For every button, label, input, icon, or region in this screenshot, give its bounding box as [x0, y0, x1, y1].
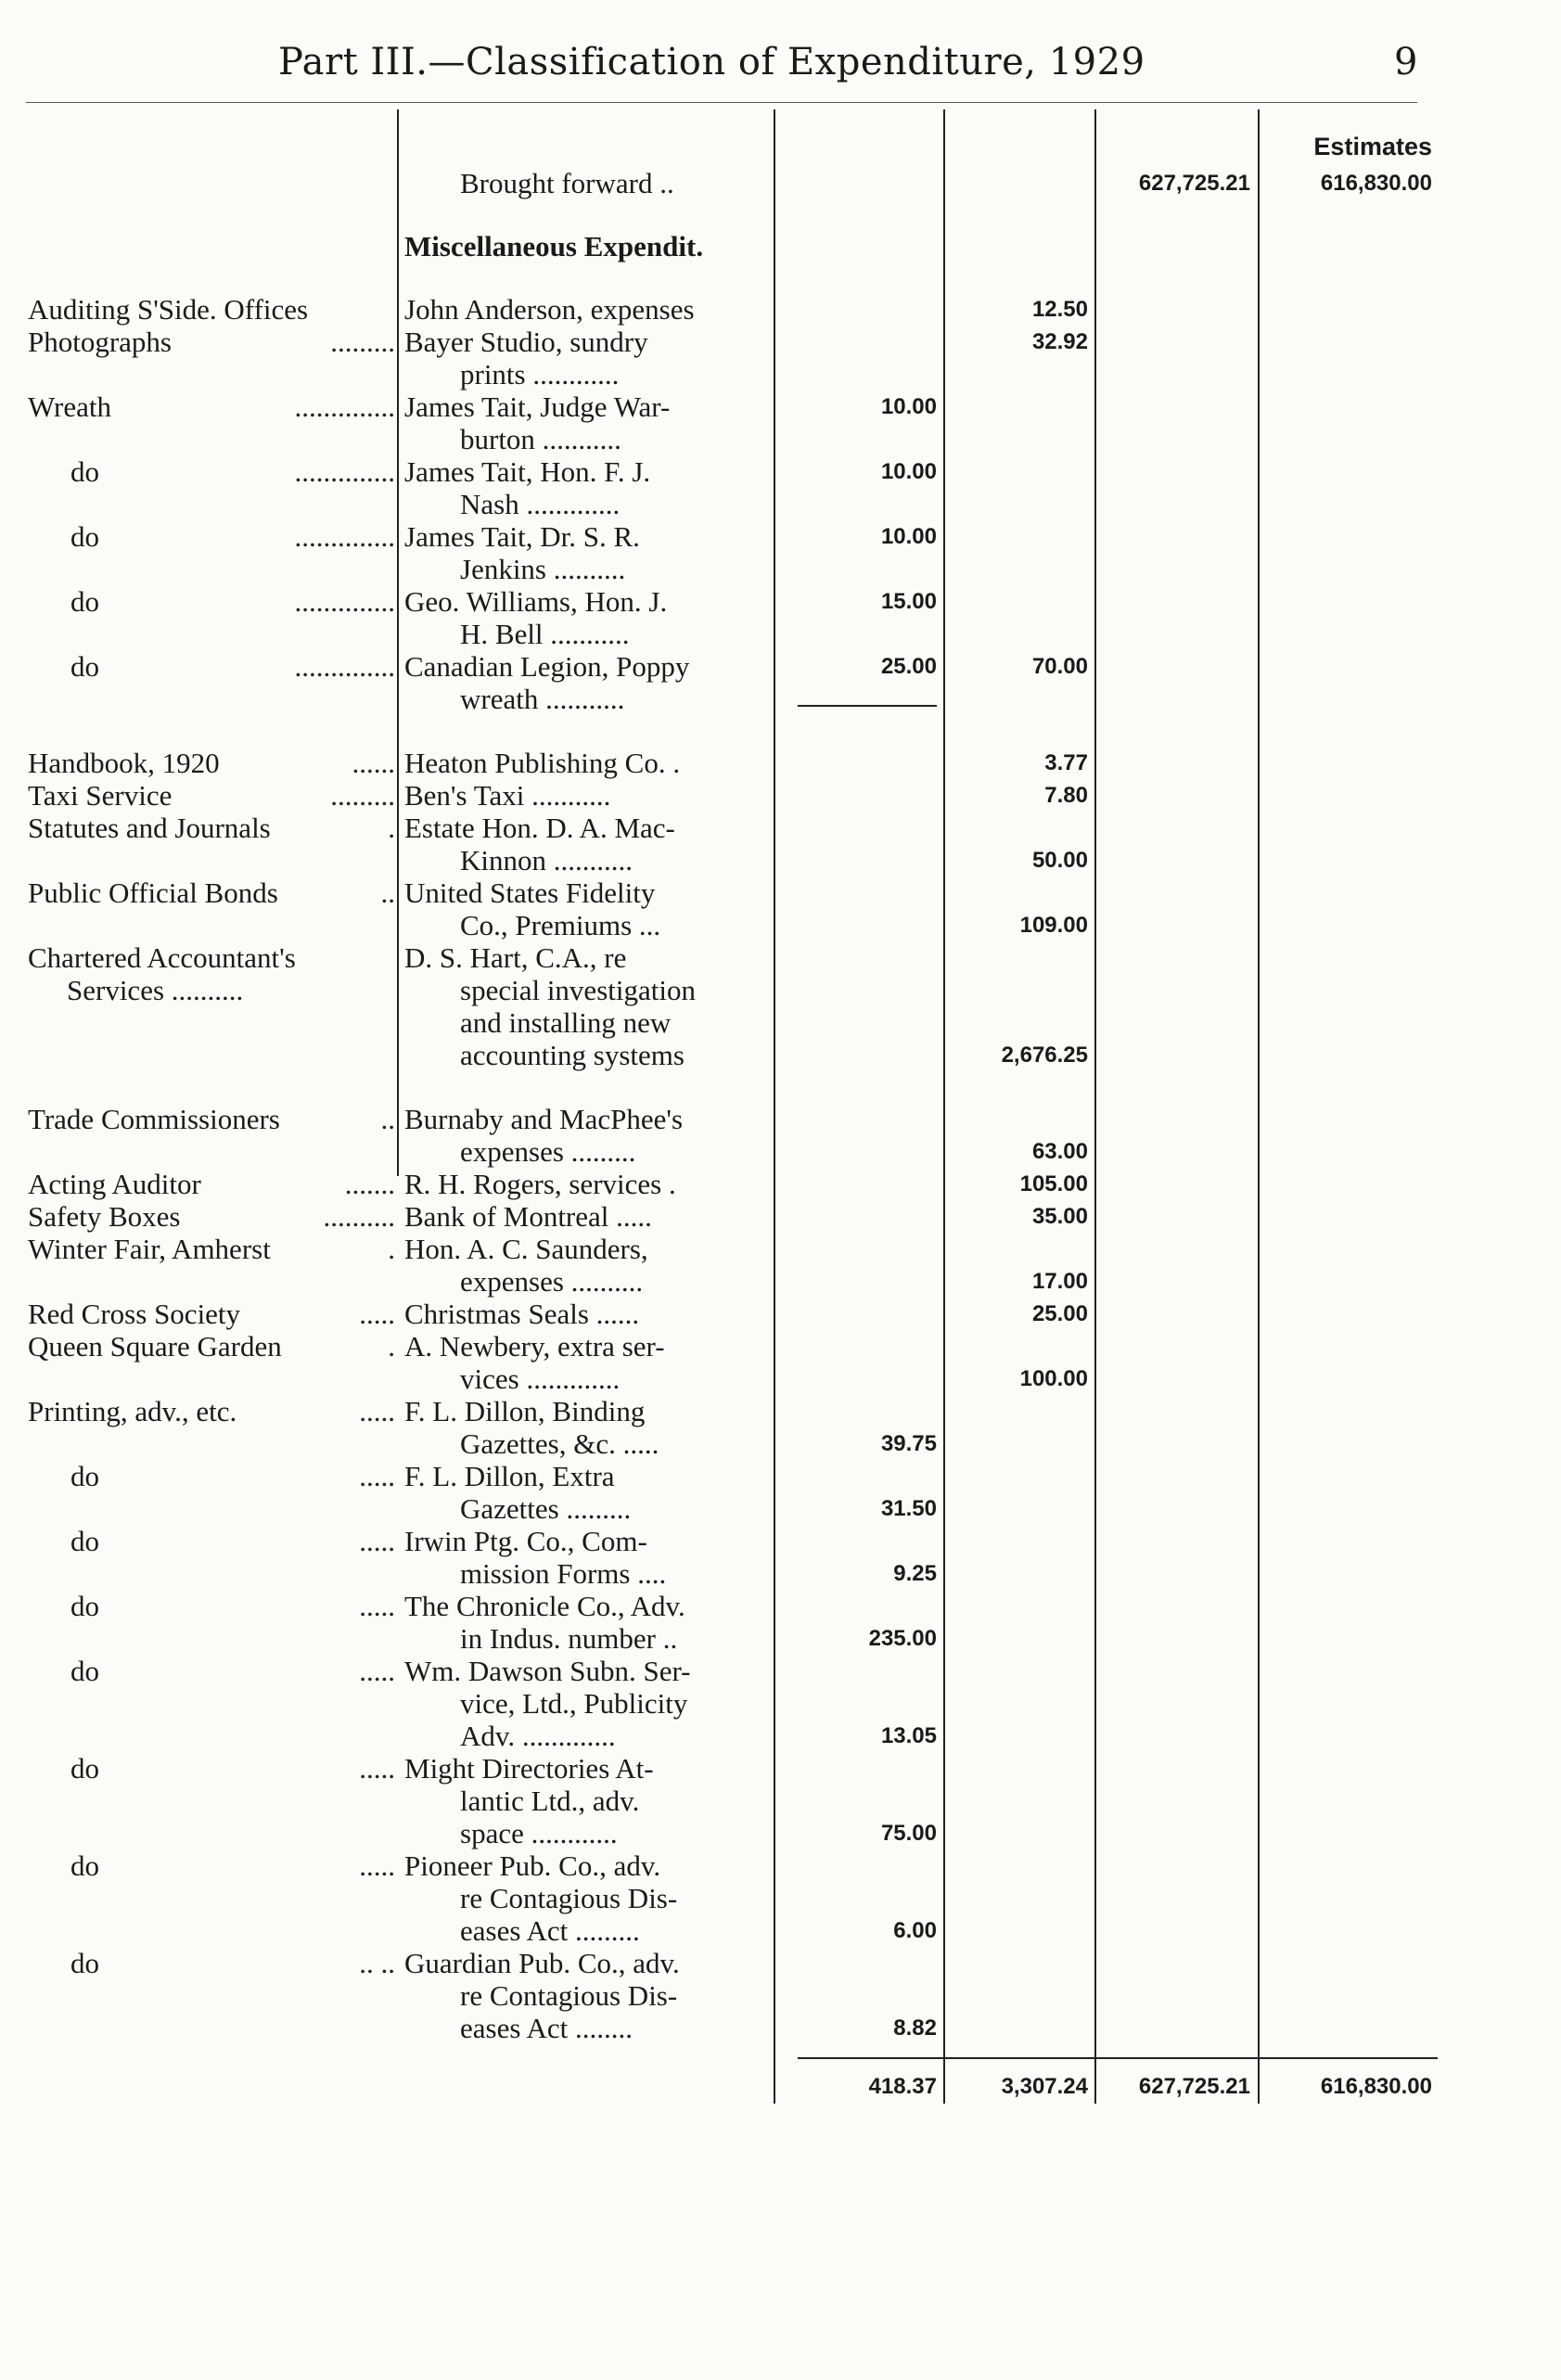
header-rule [26, 102, 1417, 103]
row-payee-continued: Nash ............. [460, 488, 621, 520]
row-payee-continued: Gazettes ......... [460, 1492, 632, 1525]
row-payee-continued: accounting systems [460, 1039, 685, 1071]
row-payee-continued: Gazettes, &c. ..... [460, 1427, 659, 1460]
row-payee: Wm. Dawson Subn. Ser- [404, 1655, 691, 1687]
row-subject-leader: ......... [330, 779, 395, 812]
row-payee: United States Fidelity [404, 877, 656, 909]
column-divider-amount-a [943, 109, 945, 2104]
row-subject-leader: ..... [359, 1298, 395, 1330]
total-column-c: 627,725.21 [1138, 2074, 1250, 2099]
row-subject-leader: ..... [359, 1849, 395, 1882]
page-number: 9 [1394, 41, 1418, 83]
row-payee-continued: eases Act ........ [460, 2012, 633, 2044]
row-subject: Printing, adv., etc. [28, 1395, 237, 1427]
row-subject: do [70, 1655, 99, 1687]
row-subject: Trade Commissioners [28, 1103, 280, 1135]
row-amount-b: 7.80 [1044, 783, 1088, 808]
row-payee: Burnaby and MacPhee's [404, 1103, 684, 1135]
row-subject-leader: .. .. [359, 1947, 395, 1979]
row-amount-a: 10.00 [880, 524, 937, 549]
row-payee: Estate Hon. D. A. Mac- [404, 812, 675, 844]
row-subject-leader: . [388, 812, 395, 844]
row-subject-leader: . [388, 1233, 395, 1265]
row-subject: Photographs [28, 326, 172, 358]
row-amount-b: 105.00 [1019, 1171, 1088, 1196]
row-payee-continued: and installing new [460, 1006, 672, 1039]
column-divider-payee [774, 109, 775, 2104]
row-subject-leader: . [388, 1330, 395, 1363]
row-subject: Winter Fair, Amherst [28, 1233, 271, 1265]
row-payee: James Tait, Judge War- [404, 390, 671, 423]
row-subject: Queen Square Garden [28, 1330, 282, 1363]
totals-rule [798, 2057, 1438, 2059]
row-subject-leader: ..... [359, 1590, 395, 1622]
row-subject-leader: .. [380, 877, 395, 909]
row-subject-leader: ......... [330, 326, 395, 358]
row-payee-continued: wreath ........... [460, 683, 625, 715]
row-subject: do [70, 650, 99, 683]
row-payee: Pioneer Pub. Co., adv. [404, 1849, 661, 1882]
row-payee-continued: burton ........... [460, 423, 621, 455]
row-payee: A. Newbery, extra ser- [404, 1330, 665, 1363]
row-amount-b: 70.00 [1031, 654, 1088, 679]
row-subject-leader: .............. [294, 455, 395, 488]
row-payee: James Tait, Hon. F. J. [404, 455, 651, 488]
column-divider-subject [397, 109, 399, 1176]
row-subject: Wreath [28, 390, 111, 423]
row-payee-continued: prints ............ [460, 358, 620, 390]
row-amount-b: 3.77 [1044, 750, 1088, 775]
row-subject-continued: Services .......... [67, 974, 244, 1006]
row-subject: Statutes and Journals [28, 812, 271, 844]
row-subject-leader: ..... [359, 1395, 395, 1427]
row-subject-leader: ....... [344, 1168, 395, 1200]
row-amount-a: 9.25 [893, 1561, 937, 1586]
row-subject: do [70, 585, 99, 618]
row-payee: The Chronicle Co., Adv. [404, 1590, 685, 1622]
row-payee: Bayer Studio, sundry [404, 326, 648, 358]
row-amount-a: 13.05 [880, 1723, 937, 1748]
row-payee: D. S. Hart, C.A., re [404, 941, 627, 974]
row-subject: do [70, 520, 99, 553]
row-payee-continued: re Contagious Dis- [460, 1979, 678, 2012]
row-amount-a: 15.00 [880, 589, 937, 614]
row-amount-b: 100.00 [1019, 1366, 1088, 1391]
row-subject-leader: .............. [294, 520, 395, 553]
total-column-b: 3,307.24 [1001, 2074, 1088, 2099]
page-title: Part III.—Classification of Expenditure, 1929 [278, 41, 1145, 83]
row-subject-leader: .......... [323, 1200, 395, 1233]
row-subject: do [70, 1752, 99, 1785]
row-payee: Guardian Pub. Co., adv. [404, 1947, 680, 1979]
row-payee: Bank of Montreal ..... [404, 1200, 652, 1233]
row-amount-b: 63.00 [1031, 1139, 1088, 1164]
row-amount-a: 6.00 [893, 1918, 937, 1943]
row-subject: do [70, 1460, 99, 1492]
row-payee-continued: H. Bell ........... [460, 618, 630, 650]
row-payee: Irwin Ptg. Co., Com- [404, 1525, 647, 1557]
column-divider-amount-b [1094, 109, 1096, 2104]
row-subject-leader: .............. [294, 390, 395, 423]
row-payee-continued: Co., Premiums ... [460, 909, 661, 941]
row-subject: Red Cross Society [28, 1298, 241, 1330]
total-column-d: 616,830.00 [1320, 2074, 1432, 2099]
brought-forward-label: Brought forward .. [460, 167, 674, 199]
row-payee-continued: Jenkins .......... [460, 553, 626, 585]
row-subject-leader: ..... [359, 1752, 395, 1785]
row-amount-b: 12.50 [1031, 297, 1088, 322]
row-payee-continued: Adv. ............. [460, 1720, 616, 1752]
estimates-heading: Estimates [1313, 133, 1432, 160]
row-amount-a: 235.00 [868, 1626, 937, 1651]
row-subject-leader: .............. [294, 650, 395, 683]
row-payee: Might Directories At- [404, 1752, 654, 1785]
row-payee-continued: vice, Ltd., Publicity [460, 1687, 688, 1720]
row-payee-continued: in Indus. number .. [460, 1622, 678, 1655]
row-payee-continued: Kinnon ........... [460, 844, 633, 877]
row-amount-b: 109.00 [1019, 913, 1088, 938]
row-payee: Geo. Williams, Hon. J. [404, 585, 668, 618]
row-payee: Canadian Legion, Poppy [404, 650, 690, 683]
row-payee: Hon. A. C. Saunders, [404, 1233, 648, 1265]
row-payee: F. L. Dillon, Extra [404, 1460, 615, 1492]
row-payee-continued: expenses ......... [460, 1135, 636, 1168]
row-subject-leader: ..... [359, 1525, 395, 1557]
row-subject-leader: ...... [352, 747, 395, 779]
row-payee: John Anderson, expenses [404, 293, 695, 326]
row-amount-a: 39.75 [880, 1431, 937, 1456]
row-payee: R. H. Rogers, services . [404, 1168, 676, 1200]
row-amount-b: 35.00 [1031, 1204, 1088, 1229]
row-amount-a: 10.00 [880, 394, 937, 419]
row-payee: James Tait, Dr. S. R. [404, 520, 640, 553]
row-subject-leader: .. [380, 1103, 395, 1135]
row-amount-b: 25.00 [1031, 1301, 1088, 1326]
row-subject: Acting Auditor [28, 1168, 201, 1200]
row-subject: Handbook, 1920 [28, 747, 220, 779]
row-payee: Ben's Taxi ........... [404, 779, 611, 812]
row-amount-a: 10.00 [880, 459, 937, 484]
row-subject: Auditing S'Side. Offices [28, 293, 309, 326]
row-amount-a: 31.50 [880, 1496, 937, 1521]
brought-forward-total: 627,725.21 [1138, 171, 1250, 196]
row-payee-continued: eases Act ......... [460, 1914, 640, 1947]
row-payee-continued: mission Forms .... [460, 1557, 667, 1590]
row-subject-leader: ..... [359, 1460, 395, 1492]
row-amount-a: 25.00 [880, 654, 937, 679]
row-amount-b: 2,676.25 [1001, 1043, 1088, 1068]
row-payee-continued: re Contagious Dis- [460, 1882, 678, 1914]
row-subject: do [70, 1849, 99, 1882]
row-subject: do [70, 455, 99, 488]
section-heading: Miscellaneous Expendit. [404, 230, 704, 262]
row-subject: Chartered Accountant's [28, 941, 296, 974]
row-payee-continued: lantic Ltd., adv. [460, 1785, 640, 1817]
row-amount-b: 50.00 [1031, 848, 1088, 873]
row-subject: do [70, 1525, 99, 1557]
row-subject-leader: ..... [359, 1655, 395, 1687]
row-payee: F. L. Dillon, Binding [404, 1395, 646, 1427]
row-amount-a: 75.00 [880, 1821, 937, 1846]
row-amount-b: 32.92 [1031, 329, 1088, 354]
total-column-a: 418.37 [868, 2074, 937, 2099]
row-subject: Safety Boxes [28, 1200, 181, 1233]
row-amount-b: 17.00 [1031, 1269, 1088, 1294]
row-subject: Public Official Bonds [28, 877, 278, 909]
row-subject-leader: .............. [294, 585, 395, 618]
row-subject: do [70, 1590, 99, 1622]
row-payee-continued: special investigation [460, 974, 696, 1006]
row-payee-continued: expenses .......... [460, 1265, 644, 1298]
row-amount-a: 8.82 [893, 2015, 937, 2041]
subtotal-rule-wreaths [798, 705, 937, 707]
row-payee-continued: vices ............. [460, 1363, 621, 1395]
row-payee: Heaton Publishing Co. . [404, 747, 681, 779]
row-payee: Christmas Seals ...... [404, 1298, 640, 1330]
row-subject: do [70, 1947, 99, 1979]
column-divider-amount-c [1258, 109, 1260, 2104]
row-subject: Taxi Service [28, 779, 173, 812]
row-payee-continued: space ............ [460, 1817, 618, 1849]
brought-forward-estimates: 616,830.00 [1320, 171, 1432, 196]
